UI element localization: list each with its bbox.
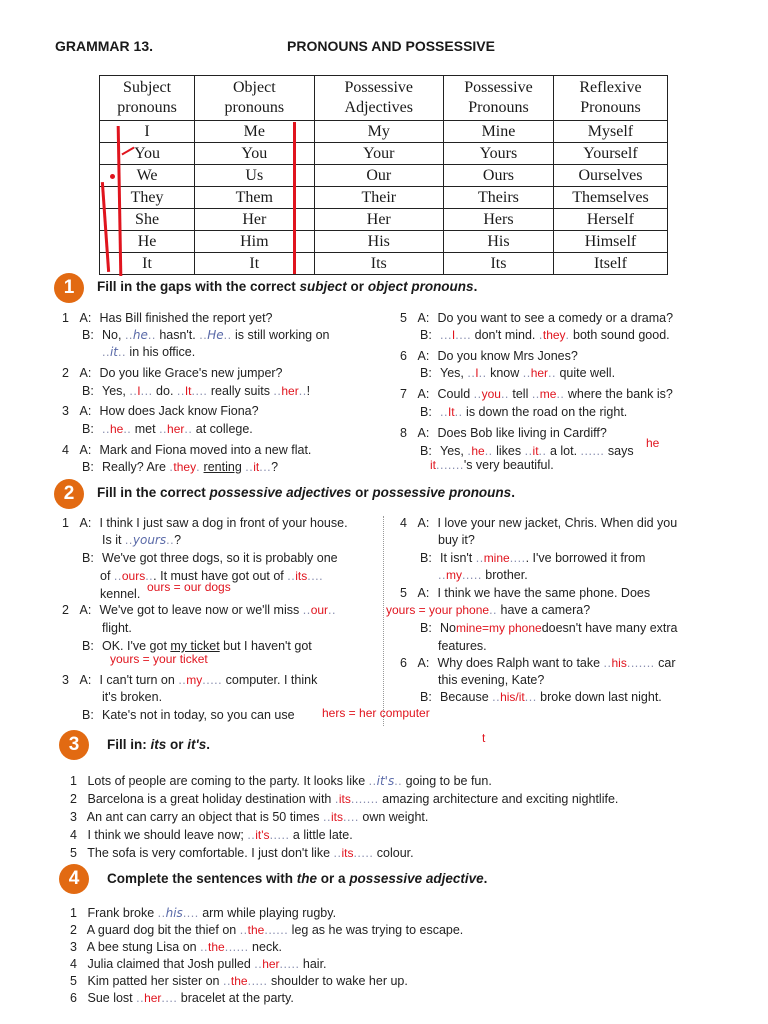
ex2-q4-b: B: It isn't ..mine..... I've borrowed it from — [420, 551, 646, 565]
table-cell: You — [195, 143, 314, 165]
answer-handwritten: he — [646, 436, 660, 450]
exercise-3-number: 3 — [59, 730, 89, 760]
answer-handwritten: it's — [255, 828, 270, 842]
exercise-1-number: 1 — [54, 273, 84, 303]
ex1-q8-a: 8 A: Does Bob like living in Cardiff? — [400, 426, 607, 440]
ex1-q8-b: B: Yes, .he.. likes ..it.. a lot. ...... says — [420, 444, 634, 458]
header-subject: Subject pronouns — [100, 76, 195, 121]
ex2-q4-a: 4 A: I love your new jacket, Chris. When did you — [400, 516, 678, 530]
ex2-q5-a: 5 A: I think we have the same phone. Does — [400, 586, 651, 600]
table-cell: It — [100, 253, 195, 275]
ex1-q5-a: 5 A: Do you want to see a comedy or a drama? — [400, 311, 674, 325]
table-cell: Itself — [553, 253, 667, 275]
table-cell: Yourself — [553, 143, 667, 165]
answer-prefilled: he — [132, 328, 148, 342]
ex4-q4: 4 Julia claimed that Josh pulled ..her..... hair. — [70, 957, 327, 971]
table-cell: His — [443, 231, 553, 253]
answer-handwritten: they — [542, 328, 566, 342]
ex4-q1: 1 Frank broke ..his.... arm while playing rugby. — [70, 906, 337, 920]
answer-handwritten: her — [144, 991, 162, 1005]
table-cell: My — [314, 121, 443, 143]
answer-handwritten: her — [167, 422, 185, 436]
table-cell: She — [100, 209, 195, 231]
table-cell: It — [195, 253, 314, 275]
ex1-q4-a: 4 A: Mark and Fiona moved into a new flat. — [62, 443, 312, 457]
exercise-2-title: Fill in the correct possessive adjectives or possessive pronouns. — [97, 485, 515, 500]
answer-handwritten: my — [445, 568, 462, 582]
ex1-q7-a: 7 A: Could ..you.. tell ..me.. where the bank is? — [400, 387, 673, 401]
table-cell: Himself — [553, 231, 667, 253]
answer-handwritten: it — [532, 444, 539, 458]
ex2-q5-b: B: Nomine=my phonedoesn't have many extra — [420, 621, 678, 635]
answer-prefilled: yours — [132, 533, 167, 547]
answer-handwritten: mine=my phone — [455, 621, 542, 635]
table-cell: Themselves — [553, 187, 667, 209]
answer-handwritten: its — [341, 846, 354, 860]
table-cell: Her — [195, 209, 314, 231]
answer-handwritten: I — [475, 366, 479, 380]
answer-handwritten: it — [253, 460, 260, 474]
answer-handwritten: he — [471, 444, 485, 458]
pronoun-table — [99, 75, 668, 275]
ex2-q6-a2: this evening, Kate? — [438, 673, 545, 687]
table-cell: His — [314, 231, 443, 253]
worksheet-code: GRAMMAR 13. — [55, 38, 154, 54]
table-cell: Their — [314, 187, 443, 209]
table-cell: Them — [195, 187, 314, 209]
answer-handwritten: her — [530, 366, 549, 380]
ex2-q4-c: ..my..... brother. — [438, 568, 528, 582]
answer-handwritten: It — [184, 384, 192, 398]
ex1-q3-b: B: ..he.. met ..her.. at college. — [82, 422, 253, 436]
answer-handwritten: his/it — [500, 690, 525, 704]
ex3-q3: 3 An ant can carry an object that is 50 times ..its.... own weight. — [70, 810, 429, 824]
ex2-q1-b: B: We've got three dogs, so it is probably one — [82, 551, 338, 565]
ex1-q6-a: 6 A: Do you know Mrs Jones? — [400, 349, 578, 363]
answer-handwritten: mine — [483, 551, 510, 565]
table-cell: Hers — [443, 209, 553, 231]
ex4-q2: 2 A guard dog bit the thief on ..the...... leg as he was trying to escape. — [70, 923, 464, 937]
table-cell: Me — [195, 121, 314, 143]
header-possessive-pronouns: Possessive Pronouns — [443, 76, 553, 121]
red-annotation-line — [293, 122, 296, 274]
answer-handwritten: I — [137, 384, 141, 398]
answer-prefilled: his — [165, 906, 183, 920]
answer-handwritten: the — [230, 974, 248, 988]
table-cell: Theirs — [443, 187, 553, 209]
exercise-4-number: 4 — [59, 864, 89, 894]
table-cell: Our — [314, 165, 443, 187]
ex1-q2-a: 2 A: Do you like Grace's new jumper? — [62, 366, 283, 380]
ex3-q2: 2 Barcelona is a great holiday destination with .its....... amazing architecture and exciting nightlife. — [70, 792, 619, 806]
table-cell: Myself — [553, 121, 667, 143]
ex4-q3: 3 A bee stung Lisa on ..the...... neck. — [70, 940, 282, 954]
answer-handwritten: its — [295, 569, 308, 583]
answer-handwritten: the — [208, 940, 225, 954]
ex3-q4: 4 I think we should leave now; ..it's..... a little late. — [70, 828, 353, 842]
ex1-q7-b: B: ..It.. is down the road on the right. — [420, 405, 628, 419]
ex2-q1-d: kennel. — [100, 587, 141, 601]
table-cell: Herself — [553, 209, 667, 231]
answer-note: ours = our dogs — [147, 580, 231, 594]
stray-mark: t — [482, 731, 486, 745]
table-cell: Ours — [443, 165, 553, 187]
ex2-q1-c: of ..ours... It must have got out of ..its.... — [100, 569, 324, 583]
table-cell: Your — [314, 143, 443, 165]
answer-handwritten: It — [447, 405, 455, 419]
answer-note: yours = your phone — [386, 603, 490, 617]
answer-handwritten: I — [451, 328, 456, 342]
ex1-q8-c: it.......'s very beautiful. — [430, 458, 554, 472]
ex1-q3-a: 3 A: How does Jack know Fiona? — [62, 404, 259, 418]
ex1-q1-b: B: No, ..he.. hasn't. ..He.. is still working on — [82, 328, 330, 342]
table-row — [100, 231, 668, 253]
answer-note: yours = your ticket — [110, 652, 208, 666]
table-cell: He — [100, 231, 195, 253]
answer-handwritten: its — [330, 810, 343, 824]
answer-handwritten: it — [430, 458, 436, 472]
ex1-q1-a: 1 A: Has Bill finished the report yet? — [62, 311, 273, 325]
exercise-3-title: Fill in: its or it's. — [107, 737, 211, 752]
worksheet-title: PRONOUNS AND POSSESSIVE — [287, 38, 495, 54]
column-divider — [383, 516, 384, 726]
ex1-q1-c: ..it.. in his office. — [102, 345, 196, 359]
answer-handwritten: my — [186, 673, 203, 687]
table-header-row — [100, 76, 668, 121]
answer-handwritten: her — [262, 957, 280, 971]
answer-handwritten: ours — [121, 569, 146, 583]
ex2-q2-a2: flight. — [102, 621, 132, 635]
table-cell: Its — [443, 253, 553, 275]
ex1-q6-b: B: Yes, ..I.. know ..her.. quite well. — [420, 366, 616, 380]
ex2-q2-a: 2 A: We've got to leave now or we'll miss ..our.. — [62, 603, 336, 617]
ex2-q3-a: 3 A: I can't turn on ..my..... computer. I think — [62, 673, 318, 687]
table-cell: Mine — [443, 121, 553, 143]
header-possessive-adjectives: Possessive Adjectives — [314, 76, 443, 121]
table-cell: They — [100, 187, 195, 209]
ex2-q6-b: B: Because ..his/it... broke down last night. — [420, 690, 662, 704]
ex4-q5: 5 Kim patted her sister on ..the..... shoulder to wake her up. — [70, 974, 408, 988]
table-row — [100, 143, 668, 165]
ex2-q6-a: 6 A: Why does Ralph want to take ..his....... car — [400, 656, 676, 670]
ex2-q5-b2: features. — [438, 639, 487, 653]
ex4-q6: 6 Sue lost ..her.... bracelet at the party. — [70, 991, 294, 1005]
table-cell: Yours — [443, 143, 553, 165]
ex1-q5-b: B: ...I.... don't mind. .they. both sound good. — [420, 328, 670, 342]
answer-handwritten: they — [173, 460, 197, 474]
red-annotation-dot — [110, 174, 115, 179]
answer-prefilled: it — [109, 345, 118, 359]
table-cell: We — [100, 165, 195, 187]
answer-handwritten: me — [539, 387, 557, 401]
ex1-q4-b: B: Really? Are .they. renting ..it...? — [82, 460, 279, 474]
answer-handwritten: you — [481, 387, 501, 401]
table-cell: Ourselves — [553, 165, 667, 187]
answer-prefilled: He — [207, 328, 224, 342]
exercise-1-title: Fill in the gaps with the correct subject or object pronouns. — [97, 279, 478, 294]
table-row — [100, 253, 668, 275]
answer-handwritten: he — [109, 422, 124, 436]
answer-note: hers = her computer — [322, 706, 430, 720]
table-cell: Him — [195, 231, 314, 253]
answer-handwritten: his — [611, 656, 627, 670]
ex1-q2-b: B: Yes, ..I... do. ..It.... really suits ..her..! — [82, 384, 311, 398]
answer-prefilled: it's — [376, 774, 395, 788]
exercise-2-number: 2 — [54, 479, 84, 509]
ex2-q3-a2: it's broken. — [102, 690, 163, 704]
header-object: Object pronouns — [195, 76, 314, 121]
table-row — [100, 121, 668, 143]
exercise-4-title: Complete the sentences with the or a possessive adjective. — [107, 871, 488, 886]
ex2-q2-b: B: OK. I've got my ticket but I haven't got — [82, 639, 312, 653]
table-row — [100, 187, 668, 209]
ex2-q1-a2: Is it ..yours..? — [102, 533, 182, 547]
ex2-q1-a: 1 A: I think I just saw a dog in front of your house. — [62, 516, 348, 530]
answer-handwritten: her — [281, 384, 299, 398]
answer-handwritten: the — [247, 923, 265, 937]
table-cell: Its — [314, 253, 443, 275]
table-row — [100, 165, 668, 187]
ex2-q3-b: B: Kate's not in today, so you can use — [82, 708, 295, 722]
ex3-q1: 1 Lots of people are coming to the party. It looks like ..it's.. going to be fun. — [70, 774, 492, 788]
ex3-q5: 5 The sofa is very comfortable. I just don't like ..its..... colour. — [70, 846, 414, 860]
answer-handwritten: its — [338, 792, 351, 806]
ex2-q4-a2: buy it? — [438, 533, 475, 547]
header-reflexive: Reflexive Pronouns — [553, 76, 667, 121]
answer-handwritten: our — [310, 603, 329, 617]
table-cell: I — [100, 121, 195, 143]
table-cell: You — [100, 143, 195, 165]
table-cell: Her — [314, 209, 443, 231]
table-row — [100, 209, 668, 231]
ex2-q5-a2: yours = your phone.. have a camera? — [386, 603, 591, 617]
table-cell: Us — [195, 165, 314, 187]
